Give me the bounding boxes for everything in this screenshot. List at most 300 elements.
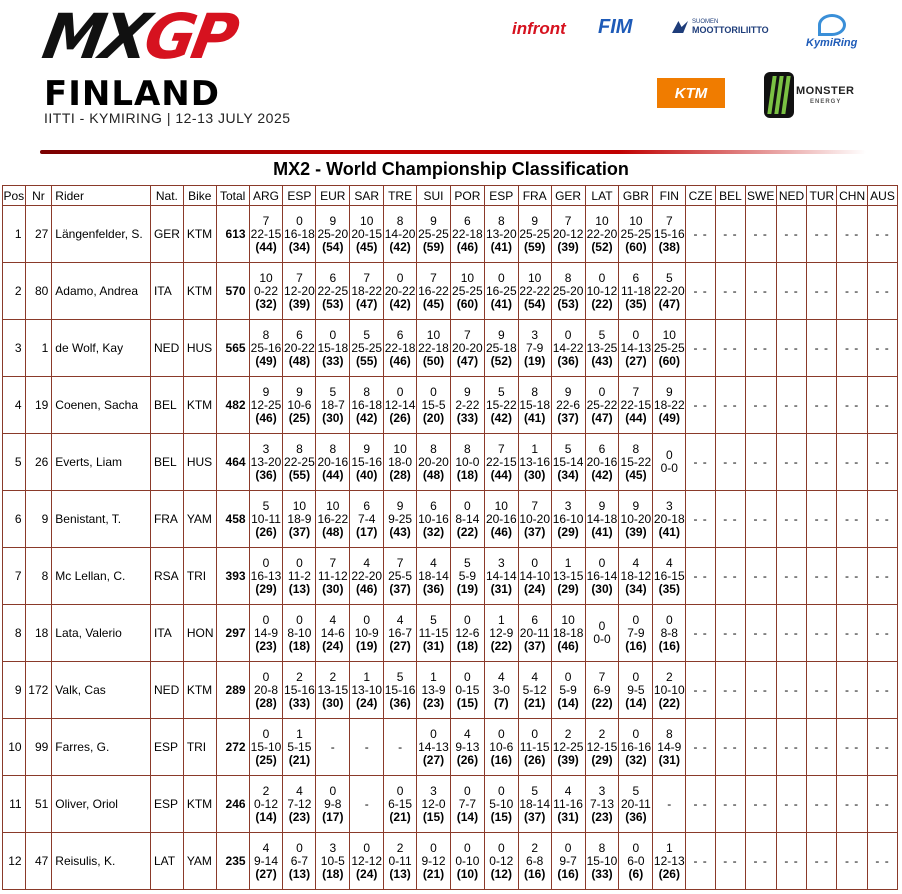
nationality-cell: NED xyxy=(150,320,183,377)
round-total: (23) xyxy=(255,638,277,653)
round-result-cell xyxy=(350,719,384,776)
bonus-value: 8 xyxy=(296,441,303,456)
empty-round-cell: - - xyxy=(807,491,837,548)
race-points: 25-18 xyxy=(485,340,517,355)
race-points: 5-9 xyxy=(559,682,577,697)
round-result-cell xyxy=(484,833,518,890)
bonus-value: 7 xyxy=(564,213,572,228)
bonus-value: 7 xyxy=(632,384,640,399)
bonus-value: 0 xyxy=(632,669,640,684)
round-total: (27) xyxy=(389,638,411,653)
bonus-value: 10 xyxy=(393,441,407,456)
round-result-cell xyxy=(653,719,686,776)
bonus-value: 3 xyxy=(564,498,572,513)
round-result-cell xyxy=(518,776,551,833)
round-total: (37) xyxy=(288,524,311,539)
round-result-cell xyxy=(384,377,417,434)
round-total: (55) xyxy=(288,467,311,482)
bike-cell: HUS xyxy=(183,320,216,377)
round-result-cell xyxy=(417,491,451,548)
round-result-cell xyxy=(484,320,518,377)
empty-round-cell: - - xyxy=(776,263,807,320)
round-result-cell xyxy=(316,719,350,776)
total-cell: 393 xyxy=(216,548,249,605)
round-result-cell xyxy=(283,320,316,377)
empty-round-cell: - - xyxy=(686,377,716,434)
bonus-value: 8 xyxy=(564,270,572,285)
bonus-value: 0 xyxy=(396,783,404,798)
round-total: (48) xyxy=(322,524,344,539)
round-result-cell xyxy=(350,833,384,890)
column-header: CHN xyxy=(837,186,868,206)
bonus-value: 0 xyxy=(665,612,673,627)
bonus-value: 8 xyxy=(531,384,539,399)
empty-round-cell: - - xyxy=(686,719,716,776)
round-total: (25) xyxy=(288,410,311,425)
empty-round-cell: - - xyxy=(745,320,776,377)
column-header: NED xyxy=(776,186,807,206)
bonus-value: 0 xyxy=(632,840,640,855)
bonus-value: 0 xyxy=(396,270,404,285)
bonus-value: 6 xyxy=(464,213,471,228)
race-points: 20-20 xyxy=(418,454,449,469)
bonus-value: 8 xyxy=(430,441,437,456)
number-cell: 26 xyxy=(25,434,52,491)
total-cell: 297 xyxy=(216,605,249,662)
round-total: (24) xyxy=(356,866,378,881)
bonus-value: 0 xyxy=(632,327,640,342)
race-points: 9-5 xyxy=(627,682,645,697)
round-total: (55) xyxy=(356,353,378,368)
bonus-value: 10 xyxy=(460,270,475,285)
round-result-cell xyxy=(316,434,350,491)
round-total: (27) xyxy=(422,752,445,767)
empty-round-cell: - - xyxy=(686,833,716,890)
bonus-value: 10 xyxy=(662,327,676,342)
empty-round-cell: - - xyxy=(837,662,868,719)
empty-round-cell: - - xyxy=(745,548,776,605)
race-points: 18-12 xyxy=(620,568,652,583)
bonus-value: 7 xyxy=(329,555,337,570)
empty-round-cell: - - xyxy=(807,206,837,263)
bonus-value: 0 xyxy=(497,270,505,285)
round-result-cell xyxy=(350,377,384,434)
round-total: (30) xyxy=(322,410,344,425)
race-points: 13-20 xyxy=(485,226,517,241)
round-total: (44) xyxy=(625,410,647,425)
rider-cell: Adamo, Andrea xyxy=(52,263,151,320)
round-total: (17) xyxy=(356,524,378,539)
round-total: (60) xyxy=(658,353,680,368)
bike-cell: YAM xyxy=(183,491,216,548)
round-result-cell xyxy=(450,662,484,719)
empty-round-cell: - - xyxy=(716,320,746,377)
bonus-value: 5 xyxy=(564,441,572,456)
bonus-value: 0 xyxy=(363,840,371,855)
position-cell: 11 xyxy=(3,776,26,833)
bonus-value: 6 xyxy=(296,327,303,342)
round-total: (18) xyxy=(322,866,344,881)
round-result-cell xyxy=(283,434,316,491)
round-result-cell xyxy=(350,491,384,548)
round-total: (47) xyxy=(356,296,378,311)
race-points: 6-9 xyxy=(593,682,611,697)
race-points: 15-16 xyxy=(284,682,315,697)
round-result-cell xyxy=(417,833,451,890)
round-result-cell xyxy=(585,776,619,833)
round-result-cell xyxy=(417,548,451,605)
empty-round-cell: - - xyxy=(745,434,776,491)
round-total: (22) xyxy=(591,296,613,311)
round-total: (31) xyxy=(658,752,680,767)
empty-round-cell: - - xyxy=(716,719,746,776)
bonus-value: 0 xyxy=(329,783,337,798)
round-total: (45) xyxy=(625,467,647,482)
empty-round-cell: - - xyxy=(776,605,807,662)
bonus-value: 3 xyxy=(531,327,539,342)
bonus-value: 1 xyxy=(531,441,539,456)
race-points: 9-25 xyxy=(388,511,413,526)
table-row xyxy=(3,776,898,833)
position-cell: 1 xyxy=(3,206,26,263)
bonus-value: 10 xyxy=(259,270,273,285)
race-points: 6-0 xyxy=(627,853,645,868)
round-total: (37) xyxy=(557,410,579,425)
bonus-value: 9 xyxy=(531,213,539,228)
race-points: 22-25 xyxy=(317,283,349,298)
round-total: (16) xyxy=(524,866,546,881)
empty-round-cell: - - xyxy=(868,605,898,662)
race-points: 0-0 xyxy=(593,632,611,646)
bonus-value: 0 xyxy=(531,555,539,570)
column-header: Rider xyxy=(52,186,151,206)
empty-round-cell: - - xyxy=(868,263,898,320)
position-cell: 7 xyxy=(3,548,26,605)
empty-round-cell: - - xyxy=(716,491,746,548)
empty-round-cell: - - xyxy=(837,605,868,662)
number-cell: 51 xyxy=(25,776,52,833)
bike-cell: YAM xyxy=(183,833,216,890)
table-row xyxy=(3,662,898,719)
bonus-value: 4 xyxy=(632,555,640,570)
bonus-value: 1 xyxy=(564,555,572,570)
round-result-cell xyxy=(585,377,619,434)
round-result-cell xyxy=(350,434,384,491)
round-total: (13) xyxy=(389,866,411,881)
race-points: 14-9 xyxy=(254,625,279,640)
round-result-cell xyxy=(417,662,451,719)
round-result-cell xyxy=(653,320,686,377)
race-points: 22-22 xyxy=(519,283,551,298)
race-points: 15-22 xyxy=(620,454,652,469)
bonus-value: 10 xyxy=(629,213,643,228)
race-points: 13-25 xyxy=(586,340,618,355)
round-result-cell xyxy=(619,833,653,890)
round-total: (28) xyxy=(389,467,411,482)
bonus-value: 0 xyxy=(296,840,303,855)
race-points: 20-22 xyxy=(284,340,315,355)
nationality-cell: ITA xyxy=(150,263,183,320)
bonus-value: 9 xyxy=(262,384,270,399)
round-total: (42) xyxy=(356,410,378,425)
round-total: (24) xyxy=(524,581,546,596)
bonus-value: 7 xyxy=(363,270,371,285)
empty-round-cell: - - xyxy=(837,776,868,833)
round-total: (31) xyxy=(490,581,512,596)
bonus-value: 3 xyxy=(598,783,606,798)
round-total: (39) xyxy=(288,296,311,311)
moottoriliitto-logo: SUOMEN MOOTTORILIITTO xyxy=(672,19,769,35)
round-total: (43) xyxy=(591,353,613,368)
race-points: 12-9 xyxy=(489,625,514,640)
nationality-cell: RSA xyxy=(150,548,183,605)
bonus-value: 4 xyxy=(329,612,337,627)
round-result-cell xyxy=(551,434,585,491)
bonus-value: 9 xyxy=(363,441,371,456)
round-result-cell xyxy=(619,776,653,833)
bike-cell: KTM xyxy=(183,662,216,719)
bonus-value: 7 xyxy=(598,669,606,684)
round-result-cell xyxy=(283,719,316,776)
bonus-value: 10 xyxy=(494,498,508,513)
column-header: TRE xyxy=(384,186,417,206)
column-header: SUI xyxy=(417,186,451,206)
race-points: 11-2 xyxy=(287,568,311,583)
round-result-cell xyxy=(484,263,518,320)
round-total: (59) xyxy=(422,239,445,254)
empty-round-cell: - - xyxy=(776,491,807,548)
race-points: 20-20 xyxy=(452,340,483,355)
race-points: 22-18 xyxy=(418,340,449,355)
bonus-value: 5 xyxy=(632,783,640,798)
table-row xyxy=(3,206,898,263)
round-result-cell xyxy=(551,605,585,662)
race-points: 20-16 xyxy=(485,511,517,526)
column-header: ESP xyxy=(484,186,518,206)
position-cell: 4 xyxy=(3,377,26,434)
column-header: GER xyxy=(551,186,585,206)
round-total: (13) xyxy=(288,581,311,596)
round-result-cell xyxy=(518,320,551,377)
bonus-value: 7 xyxy=(497,441,505,456)
bonus-value: 5 xyxy=(396,669,404,684)
empty-round-cell: - - xyxy=(745,206,776,263)
bonus-value: 0 xyxy=(296,555,303,570)
round-total: (41) xyxy=(591,524,613,539)
race-points: 2-22 xyxy=(455,397,480,412)
bonus-value: 6 xyxy=(329,270,337,285)
round-total: (50) xyxy=(422,353,445,368)
empty-round-cell: - - xyxy=(776,776,807,833)
bonus-value: 6 xyxy=(363,498,371,513)
race-points: 10-11 xyxy=(251,511,281,526)
bonus-value: 2 xyxy=(598,726,606,741)
bonus-value: 7 xyxy=(262,213,270,228)
round-result-cell xyxy=(653,548,686,605)
round-total: (30) xyxy=(322,581,344,596)
round-result-cell xyxy=(249,206,283,263)
position-cell: 2 xyxy=(3,263,26,320)
race-points: 16-22 xyxy=(418,283,449,298)
rider-cell: Valk, Cas xyxy=(52,662,151,719)
bonus-value: 5 xyxy=(329,384,337,399)
race-points: 20-15 xyxy=(351,226,383,241)
race-points: 12-13 xyxy=(653,853,685,868)
round-result-cell xyxy=(551,776,585,833)
round-total: (26) xyxy=(524,752,546,767)
event-name: FINLAND xyxy=(44,74,220,114)
bonus-value: 0 xyxy=(531,726,539,741)
round-result-cell xyxy=(350,548,384,605)
round-result-cell xyxy=(350,320,384,377)
mxgp-logo: MXGP xyxy=(37,0,241,73)
empty-round-cell: - - xyxy=(686,320,716,377)
bonus-value: - xyxy=(667,796,672,811)
race-points: 14-6 xyxy=(320,625,345,640)
rider-cell: Oliver, Oriol xyxy=(52,776,151,833)
nationality-cell: BEL xyxy=(150,377,183,434)
race-points: 25-25 xyxy=(653,340,685,355)
race-points: 15-18 xyxy=(519,397,551,412)
round-result-cell xyxy=(484,605,518,662)
bonus-value: 2 xyxy=(531,840,539,855)
race-points: 20-18 xyxy=(653,511,685,526)
round-result-cell xyxy=(484,206,518,263)
round-total: (37) xyxy=(524,638,546,653)
race-points: 14-10 xyxy=(519,568,551,583)
round-result-cell xyxy=(619,263,653,320)
round-total: (35) xyxy=(658,581,680,596)
position-cell: 6 xyxy=(3,491,26,548)
bonus-value: 6 xyxy=(598,441,606,456)
bonus-value: 4 xyxy=(396,612,404,627)
column-header: EUR xyxy=(316,186,350,206)
round-total: (18) xyxy=(288,638,311,653)
empty-round-cell: - - xyxy=(745,776,776,833)
round-total: (39) xyxy=(625,524,647,539)
number-cell: 27 xyxy=(25,206,52,263)
round-result-cell xyxy=(417,377,451,434)
bonus-value: 0 xyxy=(464,840,471,855)
bonus-value: 2 xyxy=(296,669,303,684)
race-points: 14-20 xyxy=(384,226,416,241)
race-points: 7-7 xyxy=(458,796,477,811)
round-total: (34) xyxy=(288,239,311,254)
round-result-cell xyxy=(249,548,283,605)
empty-round-cell: - - xyxy=(807,776,837,833)
bonus-value: 7 xyxy=(665,213,673,228)
round-result-cell xyxy=(551,662,585,719)
total-cell: 289 xyxy=(216,662,249,719)
bonus-value: 0 xyxy=(396,384,404,399)
race-points: 15-14 xyxy=(552,454,584,469)
round-total: (52) xyxy=(490,353,512,368)
race-points: 20-12 xyxy=(552,226,584,241)
round-result-cell xyxy=(316,377,350,434)
race-points: 25-20 xyxy=(317,226,349,241)
empty-round-cell: - - xyxy=(686,263,716,320)
bike-cell: KTM xyxy=(183,776,216,833)
table-row xyxy=(3,605,898,662)
position-cell: 5 xyxy=(3,434,26,491)
total-cell: 458 xyxy=(216,491,249,548)
round-result-cell xyxy=(417,263,451,320)
empty-round-cell: - - xyxy=(686,548,716,605)
race-points: 11-15 xyxy=(418,625,449,640)
race-points: 18-7 xyxy=(320,397,345,412)
empty-round-cell: - - xyxy=(686,206,716,263)
bonus-value: 7 xyxy=(396,555,404,570)
round-total: (37) xyxy=(389,581,411,596)
bonus-value: 2 xyxy=(665,669,673,684)
round-result-cell xyxy=(518,263,551,320)
bonus-value: 3 xyxy=(497,555,505,570)
round-result-cell xyxy=(585,719,619,776)
round-total: (30) xyxy=(322,695,344,710)
number-cell: 80 xyxy=(25,263,52,320)
round-result-cell xyxy=(484,491,518,548)
round-total: (14) xyxy=(456,809,479,824)
monster-energy-logo: MONSTER ENERGY xyxy=(760,70,856,120)
bonus-value: 7 xyxy=(430,270,437,285)
round-total: (43) xyxy=(389,524,411,539)
race-points: 5-12 xyxy=(522,682,547,697)
round-result-cell xyxy=(384,719,417,776)
bike-cell: KTM xyxy=(183,263,216,320)
race-points: 13-15 xyxy=(552,568,584,583)
empty-round-cell: - - xyxy=(745,377,776,434)
race-points: 14-14 xyxy=(485,568,517,583)
round-result-cell xyxy=(653,263,686,320)
total-cell: 613 xyxy=(216,206,249,263)
round-result-cell xyxy=(350,263,384,320)
round-total: (13) xyxy=(288,866,311,881)
empty-round-cell: - - xyxy=(716,605,746,662)
race-points: 9-13 xyxy=(455,739,480,754)
column-header: ESP xyxy=(283,186,316,206)
round-total: (15) xyxy=(490,809,512,824)
bonus-value: 10 xyxy=(595,213,609,228)
round-result-cell xyxy=(283,776,316,833)
race-points: 11-15 xyxy=(519,739,550,754)
round-total: (52) xyxy=(591,239,613,254)
empty-round-cell: - - xyxy=(745,605,776,662)
race-points: 14-13 xyxy=(620,340,652,355)
round-total: (16) xyxy=(557,866,579,881)
bonus-value: 3 xyxy=(665,498,673,513)
bonus-value: 3 xyxy=(430,783,437,798)
bonus-value: 10 xyxy=(426,327,441,342)
bonus-value: 9 xyxy=(598,498,606,513)
number-cell: 18 xyxy=(25,605,52,662)
bonus-value: 9 xyxy=(329,213,337,228)
bonus-value: 4 xyxy=(531,669,539,684)
race-points: 22-20 xyxy=(351,568,383,583)
round-total: (19) xyxy=(356,638,378,653)
round-total: (33) xyxy=(591,866,613,881)
round-result-cell xyxy=(450,833,484,890)
empty-round-cell: - - xyxy=(745,263,776,320)
round-result-cell xyxy=(384,605,417,662)
round-result-cell xyxy=(619,377,653,434)
round-total: (26) xyxy=(255,524,277,539)
empty-round-cell: - - xyxy=(868,206,898,263)
race-points: 7-4 xyxy=(358,511,376,526)
bonus-value: 9 xyxy=(396,498,404,513)
round-result-cell xyxy=(316,548,350,605)
race-points: 20-11 xyxy=(620,796,651,811)
race-points: 16-18 xyxy=(284,226,315,241)
